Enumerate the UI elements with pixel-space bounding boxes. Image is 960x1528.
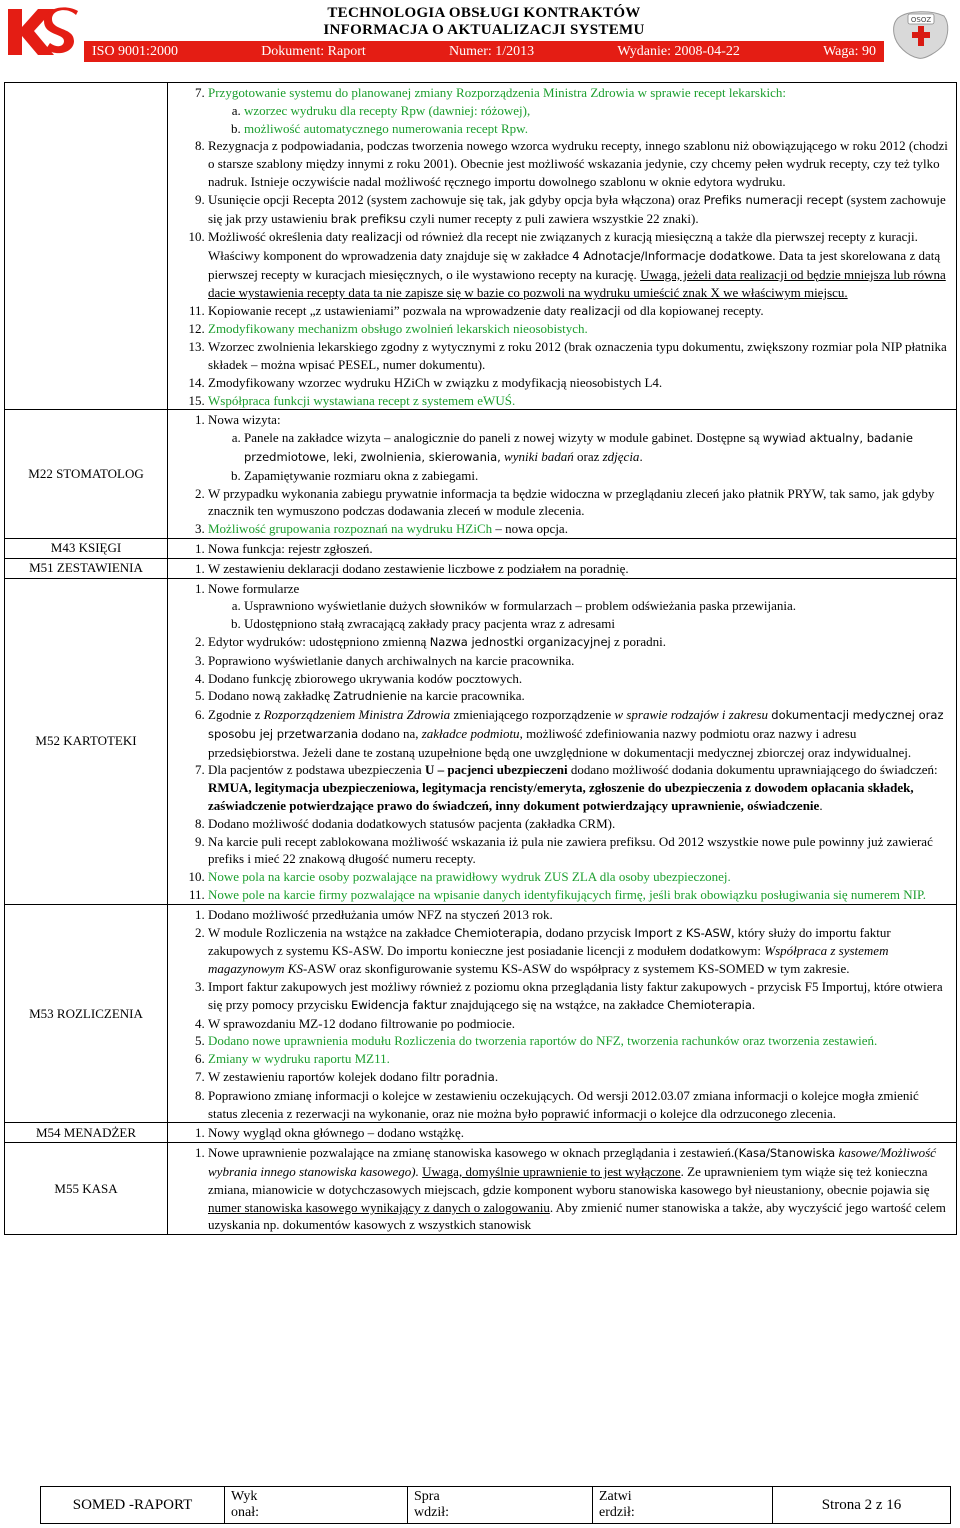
list-item [208,84,950,137]
text-segment: , możliwość zdefiniowania nazwy podmiotu oraz nazwy i adresu przedsiębiorstwa. Jeżeli dane te zostaną uzupełnione będą one uwzględnione w dokumentacji medycznej zbiorczej oraz indywidualnej. [208,725,912,760]
text-segment: Nowe uprawnienie pozwalające na zmianę stanowiska kasowego w oknach przeglądania i zestawień.( [208,1145,739,1161]
text-segment: Możliwość grupowania rozpoznań na wydruku HZiCh [208,521,493,537]
table-row [5,578,957,904]
text-segment: Prefiks numeracji recept [703,192,844,207]
text-segment: . [819,798,823,814]
list-item [208,868,950,886]
list-item [208,833,950,869]
text-segment: Nazwa jednostki organizacyjnej [429,634,611,649]
sub-list-item [244,102,950,120]
list-item [208,137,950,190]
text-segment: Import faktur zakupowych jest możliwy również z poziomu okna przeglądania listy faktur zakupowych - przycisk F5 Importuj, które otwiera się przy pomocy przycisku [208,979,943,1012]
text-segment: Zmodyfikowany wzorzec wydruku HZiCh w związku z modyfikacją nieosobistych L4. [208,374,663,390]
ks-logo-icon [4,3,80,61]
text-segment: kasowe/Możliwość wybrania innego stanowiska kasowego). [208,1145,936,1180]
text-segment: Nowe pola na karcie osoby pozwalające na prawidłowy wydruk ZUS ZLA dla osoby ubezpieczonej. [208,869,731,885]
text-segment: RMUA, legitymacja ubezpieczeniowa, legitymacja rencisty/emeryta, zgłoszenie do ubezpieczenia z dowodem opłacania składek, zaświadczenie potwierdzające prawo do świadczeń, inny dokument potwierdzający uprawnienie, oświadczenie [208,780,914,814]
module-name [5,83,168,410]
module-changes [168,538,957,558]
text-segment: Poprawiono wyświetlanie danych archiwalnych na karcie pracownika. [208,652,575,668]
list-item [208,1032,950,1050]
text-segment: wywiad aktualny, badanie przedmiotowe, leki, zwolnienia, skierowania, [244,431,913,464]
text-segment: Dodano nowe uprawnienia modułu Rozliczenia do tworzenia raportów do NFZ, tworzenia rachunków oraz tworzenia zestawień. [208,1033,878,1049]
change-list [172,411,950,538]
text-segment: Nowa funkcja: rejestr zgłoszeń. [208,540,373,556]
text-segment: wyniki badań [504,448,574,464]
text-segment: Dodano funkcję zbiorowego ukrywania kodów pocztowych. [208,670,523,686]
text-segment: numer stanowiska kasowego wynikający z danych o zalogowaniu [208,1199,550,1215]
text-segment: w sprawie rodzajów i zakresu [614,707,769,723]
osoz-logo-icon [888,2,954,64]
text-segment: Dla pacjentów z podstawa ubezpieczenia [208,762,425,778]
list-item [208,1124,950,1142]
text-segment: 4 Adnotacje/Informacje dodatkowe [572,249,773,264]
text-segment: Udostępniono stałą zwracającą zakłady pracy pacjenta wraz z adresami [244,616,616,632]
module-changes [168,410,957,539]
text-segment: W zestawieniu deklaracji dodano zestawienie liczbowe z podziałem na poradnię. [208,560,629,576]
text-segment: dodano możliwość dodania dokumentu uprawniającego do świadczeń: [567,762,938,778]
svg-text:OSOZ: OSOZ [910,16,932,24]
header-info-bar [84,41,884,62]
text-segment: zakładce podmiotu [421,725,520,741]
list-item [208,560,950,578]
text-segment: W sprawozdaniu MZ-12 dodano filtrowanie po podmiocie. [208,1015,515,1031]
text-segment: W zestawieniu raportów kolejek dodano filtr [208,1069,444,1085]
list-item [208,374,950,392]
list-item [208,633,950,652]
text-segment: Na karcie puli recept zablokowana możliwość wskazania iż pula nie zawiera prefiksu. Od 2012 wszystkie nowe pule powinny już zawierać prefiks i mieć 22 znakową długość numeru recepty. [208,833,933,867]
text-segment: Usprawniono wyświetlanie dużych słowników w formularzach – problem odświeżania paska przewijania. [244,598,796,614]
page-footer [40,1486,951,1524]
module-name: M55 KASA [5,1143,168,1235]
list-item [208,338,950,374]
text-segment: , dodano przycisk [539,924,635,940]
text-segment: Kasa/Stanowiska [738,1146,836,1161]
document-label: Dokument: Raport [261,43,366,59]
text-segment: Nowa wizyta: [208,412,281,428]
module-changes [168,578,957,904]
module-changes [168,1143,957,1235]
text-segment: od dla kopiowanej recepty. [620,302,764,318]
list-item [208,670,950,688]
module-changes [168,558,957,578]
list-item [208,815,950,833]
module-name: M51 ZESTAWIENIA [5,558,168,578]
list-item [208,302,950,321]
list-item [208,520,950,538]
text-segment: Możliwość określenia daty [208,229,352,245]
text-segment: Przygotowanie systemu do planowanej zmiany Rozporządzenia Ministra Zdrowia w sprawie recept lekarskich: [208,85,786,100]
list-item [208,411,950,484]
list-item [208,580,950,633]
text-segment: Import z KS-ASW [634,925,732,940]
text-segment: Dodano nową zakładkę [208,688,334,704]
text-segment: Nowe formularze [208,580,300,596]
list-item [208,886,950,904]
text-segment: Nowe pole na karcie firmy pozwalające na wpisanie danych identyfikujących firmę, jeśli brak obowiązku posługiwania się numerem NIP. [208,887,927,903]
sub-list-item [244,120,950,138]
text-segment: Współpraca z systemem magazynowym KS- [208,943,889,977]
list-item [208,1087,950,1123]
table-row [5,83,957,410]
number-label: Numer: 1/2013 [449,43,535,59]
change-list [172,84,950,409]
iso-label: ISO 9001:2000 [92,43,178,59]
text-segment: Kopiowanie recept „z ustawieniami” pozwala na wprowadzenie daty [208,302,570,318]
change-list [172,1144,950,1234]
text-segment: Usunięcie opcji Recepta 2012 (system zachowuje się tak, jak gdyby opcja była włączona) oraz [208,191,704,207]
list-item [208,706,950,761]
table-row [5,1123,957,1143]
text-segment: W przypadku wykonania zabiegu prywatnie informacja ta będzie widoczna w przeglądaniu zleceń jako płatnik PRYW, tak samo, jak gdyby znacznik ten wymuszono podczas dodawania zleceń w module zlecenia. [208,485,935,519]
text-segment: realizacji [351,230,403,245]
module-name: M43 KSIĘGI [5,538,168,558]
text-segment: na karcie pracownika. [407,688,525,704]
footer-approved-by: Zatwi erdził: [593,1487,773,1524]
text-segment: zdjęcia [602,448,640,464]
sub-list [208,597,950,633]
list-item [208,540,950,558]
page-header [0,0,960,66]
text-segment: , który służy do importu faktur zakupowych z systemu KS-ASW. Do importu konieczne jest posiadanie licencji z modułem dodatkowym: [208,924,891,959]
list-item [208,320,950,338]
table-row [5,538,957,558]
text-segment: Zapamiętywanie rozmiaru okna z zabiegami. [244,467,479,483]
text-segment: znajdującego się na wstążce, na zakładce [447,996,668,1012]
header-subtitle: INFORMACJA O AKTUALIZACJI SYSTEMU [323,22,645,38]
text-segment: . [494,1069,499,1085]
list-item [208,1144,950,1234]
module-name: M54 MENADŻER [5,1123,168,1143]
text-segment: Rozporządzeniem Ministra Zdrowia [263,707,451,723]
text-segment: Zatrudnienie [333,689,408,704]
text-segment: U – pacjenci ubezpieczeni [424,762,568,778]
text-segment: Uwaga, domyślnie uprawnienie to jest wyłączone [422,1164,681,1180]
text-segment: . [639,448,643,464]
sub-list-item [244,615,950,633]
change-list [172,560,950,578]
text-segment: Rezygnacja z podpowiadania, podczas tworzenia nowego wzorca wydruku recepty, innego szablonu niż obowiązującego w roku 2012 (chodzi o starsze szablony między innymi z roku 2001). Obecnie jest możliwość wskazania jedynie, czy chcemy pełen wydruk recepty, czy też tylko nadruk. Istnieje oczywiście nadal możliwość ręcznego importu dowolnego szablonu w oknie edytora wydruku. [208,138,948,189]
text-segment: Zmodyfikowany mechanizm obsługo zwolnień lekarskich nieosobistych. [208,321,588,337]
text-segment: oraz [573,448,603,464]
text-segment: Panele na zakładce wizyta – analogicznie do paneli z nowej wizyty w module gabinet. Dostępne są [244,430,763,446]
list-item [208,906,950,924]
text-segment: Współpraca funkcji wystawiana recept z systemem eWUŚ. [208,392,516,408]
change-list [172,540,950,558]
footer-document: SOMED -RAPORT [41,1487,225,1524]
table-row [5,558,957,578]
module-changes [168,1123,957,1143]
text-segment: Chemioterapia [667,997,752,1012]
change-list [172,906,950,1123]
header-title: TECHNOLOGIA OBSŁUGI KONTRAKTÓW [327,5,641,21]
footer-page-number: Strona 2 z 16 [773,1487,951,1524]
text-segment: Zmiany w wydruku raportu MZ11. [208,1051,390,1067]
sub-list-item [244,597,950,615]
text-segment: dodano na, [358,725,422,741]
sub-list [208,429,950,484]
text-segment: . Aby zmienić numer stanowiska a także, aby wyczyścić jego wartość celem uzyskania np. dokumentów kasowych z wszystkich stanowisk [208,1199,946,1233]
text-segment: Wzorzec zwolnienia lekarskiego zgodny z wytycznymi z roku 2012 (brak oznaczenia typu dokumentu, zwiększony rozmiar pola NIP płatnika składek – można wpisać PESEL, numer dokumentu). [208,339,947,372]
text-segment: wzorzec wydruku dla recepty Rpw (dawniej: różowej), [244,102,531,118]
text-segment: Edytor wydruków: udostępniono zmienną [208,633,430,649]
list-item [208,228,950,301]
text-segment: realizacji [569,303,621,318]
list-item [208,924,950,978]
text-segment: Ewidencja faktur [350,997,448,1012]
text-segment: Chemioterapia [454,925,540,940]
footer-executed-by: Wyk onał: [225,1487,408,1524]
text-segment: ASW oraz skonfigurowanie systemu KS-ASW do współpracy z systemem KS-SOMED w tym zakresie. [307,961,850,977]
list-item [208,485,950,521]
text-segment: dokumentacji medycznej oraz sposobu jej przetwarzania [208,708,944,741]
text-segment: Uwaga, jeżeli data realizacji od będzie mniejsza lub równa dacie wystawienia recepty data ta nie zapisze się w bazie co pozwoli na wydruku umieścić znak X we właściwym miejscu. [208,266,946,300]
update-table [4,82,957,1235]
table-row [5,1143,957,1235]
text-segment: – nowa opcja. [492,521,568,537]
list-item [208,1068,950,1087]
list-item [208,1050,950,1068]
change-list [172,1124,950,1142]
text-segment: zmieniającego rozporządzenie [450,707,615,723]
change-list [172,580,950,904]
module-name: M52 KARTOTEKI [5,578,168,904]
sub-list [208,102,950,138]
text-segment: Nowy wygląd okna głównego – dodano wstążkę. [208,1125,464,1141]
text-segment: możliwość automatycznego numerowania recept Rpw. [244,120,528,136]
text-segment: . [751,996,756,1012]
weight-label: Waga: 90 [823,43,876,59]
sub-list-item [244,429,950,467]
text-segment: poradnia [443,1070,495,1085]
list-item [208,687,950,706]
list-item [208,1015,950,1033]
sub-list-item [244,467,950,485]
text-segment: brak prefiksu [330,211,407,226]
text-segment: . Data ta jest skorelowana z datą pierwszej recepty w kuracjach miesięcznych, o ile wystawiono recepty na kurację. [208,248,941,282]
text-segment: Dodano możliwość dodania dodatkowych statusów pacjenta (zakładka CRM). [208,815,616,831]
text-segment: Poprawiono zmianę informacji o kolejce w zestawieniu oczekujących. Od wersji 2012.03.07 zmiana informacji o kolejce mogła zmienić status zlecenia z rezerwacji na wykonanie, oraz nie można było poprawić informacji o kolejce dla odrzuconego zlecenia. [208,1087,919,1121]
text-segment: czyli numer recepty z puli zawiera wszystkie 22 znaki). [406,210,699,226]
list-item [208,761,950,814]
table-row [5,904,957,1123]
footer-checked-by: Spra wdził: [408,1487,593,1524]
text-segment: . Ze uprawnieniem tym wiąże się też konieczna zmiana, mianowicie w dotychczasowych miejscach, gdzie komponent wyboru stanowiska kasowego był nieustaniony, obecnie pojawia się [208,1164,930,1197]
edition-label: Wydanie: 2008-04-22 [617,43,740,59]
module-changes [168,904,957,1123]
list-item [208,392,950,410]
module-name: M53 ROZLICZENIA [5,904,168,1123]
module-name: M22 STOMATOLOG [5,410,168,539]
text-segment: Zgodnie z [208,707,264,723]
list-item [208,652,950,670]
list-item [208,191,950,229]
text-segment: Dodano możliwość przedłużania umów NFZ na styczeń 2013 rok. [208,906,553,922]
table-row [5,410,957,539]
list-item [208,978,950,1015]
text-segment: W module Rozliczenia na wstążce na zakładce [208,924,455,940]
text-segment: (system zachowuje się jak przy ustawieniu [208,191,946,226]
text-segment: od również dla recept nie związanych z kuracją miesięczną a także dla pierwszej recepty z kuracji. Właściwy komponent do wprowadzenia daty znajduje się w zakładce [208,229,918,264]
text-segment: z poradni. [610,633,666,649]
module-changes [168,83,957,410]
